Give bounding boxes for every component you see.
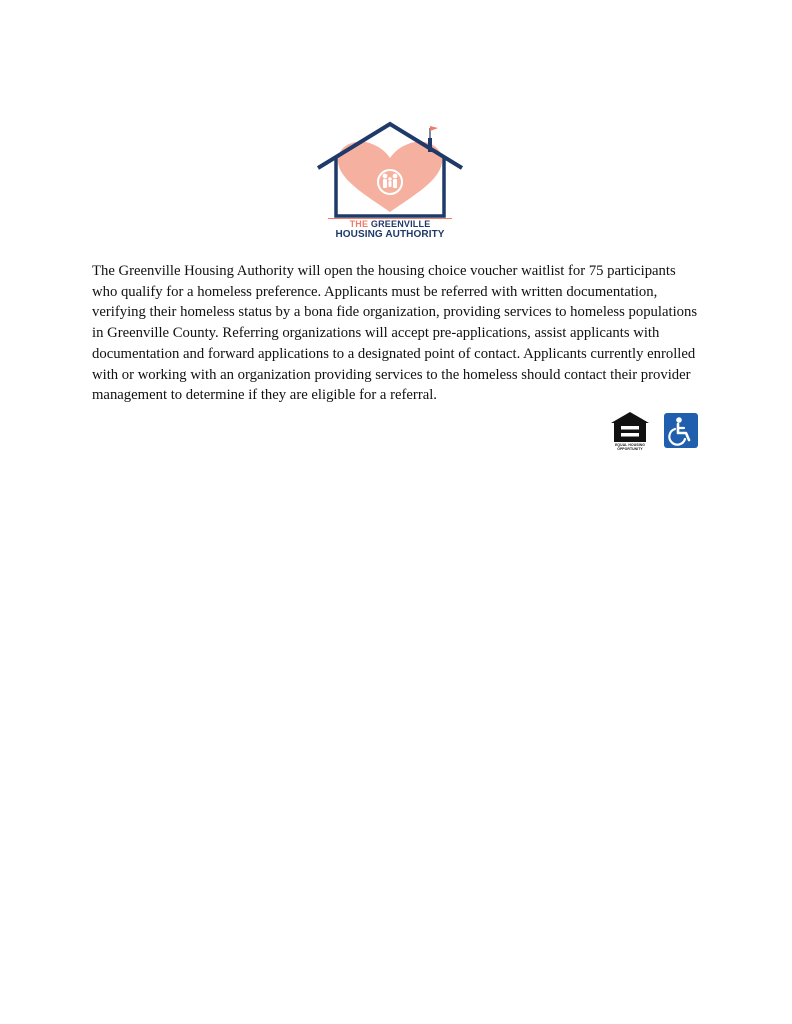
house-heart-icon	[314, 120, 466, 220]
equal-housing-caption	[609, 444, 651, 452]
greenville-housing-authority-logo	[314, 120, 466, 242]
equal-housing-badge	[609, 410, 651, 454]
equal-housing-caption-line2: OPPORTUNITY	[617, 446, 643, 451]
equal-housing-caption-line1: EQUAL HOUSING	[615, 443, 645, 447]
accessibility-badge	[664, 413, 698, 448]
equal-housing-opportunity-icon	[609, 410, 651, 444]
wheelchair-icon	[664, 413, 698, 448]
logo-city-text: GREENVILLE	[370, 219, 431, 229]
logo-title-line2: HOUSING AUTHORITY	[335, 229, 445, 240]
logo-title-line1	[314, 220, 466, 229]
heart-shape	[338, 142, 442, 212]
announcement-paragraph: The Greenville Housing Authority will open the housing choice voucher waitlist for 75 participants who qualify for a homeless preference. Applicants must be referred with written documentation, verifying their homeless status by a bona fide organization, providing services to homeless populations in Greenville County. Referring organizations will accept pre-applications, assist applicants with documentation and forward applications to a designated point of contact. Applicants currently enrolled with or working with an organization providing services to the homeless should contact their provider management to determine if they are eligible for a referral.	[92, 263, 698, 404]
logo-the-text: THE	[349, 219, 369, 229]
flag	[430, 126, 438, 131]
